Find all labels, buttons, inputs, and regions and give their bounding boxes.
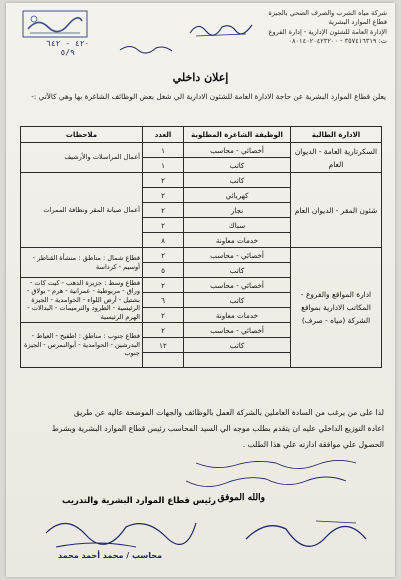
notes-cell: أعمال صيانة المقر ونظافة الممرات [21,173,143,248]
dept-cell: ادارة المواقع والفروع - المكاتب الادارية بمواقع الشركة (مياه - صرف) [291,248,382,368]
job-cell: أخصائي - محاسب [184,143,291,158]
job-cell: كاتب [184,263,291,278]
announcement-intro: يعلن قطاع الموارد البشرية عن حاجة الادارة العامة للشئون الادارية الي شغل بعض الوظائف الشاغرة بها وهي كالآتي :- [31,92,386,101]
document-page [6,3,395,577]
count-cell: ٦ [143,293,184,308]
letterhead-line-4: ت: ٣٥٧٤١٦٣١٩ - ٠٨٠١٤٠٢٠٤٢٣٢٠٠ [288,37,387,46]
footer-line-1: لذا على من يرغب من السادة العاملين بالشركة العمل بالوظائف والجهات الموضحة عاليه عن طريق [73,408,384,417]
header-job: الوظيفة الشاغرة المطلوبة [184,127,291,143]
table-row [21,248,382,263]
count-cell [143,353,184,368]
count-cell: ٢ [143,188,184,203]
table-row [21,143,382,158]
count-cell: ٢ [143,308,184,323]
letterhead-line-2: قطاع الموارد البشرية [328,18,387,27]
notes-cell: أعمال المراسلات والأرشيف [21,143,143,173]
count-cell: ١ [143,158,184,173]
handwritten-notes [106,455,366,491]
job-cell: أخصائي - محاسب [184,278,291,293]
count-cell: ٥ [143,263,184,278]
table-row [21,173,382,188]
count-cell: ١٢ [143,338,184,353]
reference-stamp [46,39,89,57]
job-cell: أخصائي - محاسب [184,323,291,338]
count-cell: ٢ [143,173,184,188]
reference-number: ٤٢٠ - ٦٤٢ [46,39,90,48]
page-title: إعلان داخلي [172,71,229,84]
count-cell: ٢ [143,203,184,218]
vacancies-table [20,126,382,368]
company-logo [22,9,88,39]
header-count: العدد [143,127,184,143]
letterhead-line-1: شركة مياه الشرب والصرف الصحي بالجيزة [268,9,387,17]
handwritten-annotation [186,17,256,39]
count-cell: ٢ [143,323,184,338]
job-cell: أخصائي - محاسب [184,248,291,263]
footer-text [20,405,384,453]
footer-line-3: الحصول علي موافقة ادارته علي هذا الطلب . [242,440,384,449]
notes-cell-middle: قطاع وسط : جزيرة الدهب - كيت كات - وراق - مريوطية - عمرانية - هرم - بولاق - بشتيل - أرض اللواء - الحوامدية - الجيزة الرئيسية - الطرود والترميمات - البدالات - الهرم الرئيسية [21,278,143,323]
job-cell: كاتب [184,338,291,353]
job-cell: سباك [184,218,291,233]
table-header-row [21,127,382,143]
job-cell: كاتب [184,293,291,308]
job-cell: كاتب [184,173,291,188]
job-cell [184,353,291,368]
reference-sub: ٥/٩ [60,48,75,57]
footer-line-2: اعادة التوزيع الداخلي عليه ان يتقدم بطلب موجه الي السيد المحاسب رئيس قطاع الموارد البشرية وبشرط [51,424,384,433]
accountant-name: محاسب / محمد أحمد محمد [58,551,163,560]
signature-scrawl-2 [36,503,206,553]
handwritten-initials [116,41,176,55]
notes-cell-north: قطاع شمال : مناطق : منشأة القناطر - أوسيم - كرداسة [21,248,143,278]
header-dept: الادارة الطالبة [291,127,382,143]
job-cell: نجار [184,203,291,218]
job-cell: خدمات معاونة [184,233,291,248]
header-notes: ملاحظات [21,127,143,143]
signature-title: رئيس قطاع الموارد البشرية والتدريب [62,495,216,505]
count-cell: ٢ [143,218,184,233]
letterhead-line-3: الإدارة العامة للشئون الإدارية - إدارة الفروع [268,27,387,36]
signature-scrawl [226,509,376,549]
job-cell: خدمات معاونة [184,308,291,323]
closing-phrase: والله الموفق [217,493,265,503]
job-cell: كاتب [184,158,291,173]
notes-cell-south: قطاع جنوب : مناطق : اطفيح - العياط - البدرشين - الحوامدية - أبوالنمرس - الجيزة جنوب [21,323,143,368]
count-cell: ٨ [143,233,184,248]
count-cell: ٢ [143,248,184,263]
job-cell: كهربائي [184,188,291,203]
dept-cell: السكرتارية العامة - الديوان العام [291,143,382,173]
dept-cell: شئون المقر - الديوان العام [291,173,382,248]
count-cell: ١ [143,143,184,158]
count-cell: ٢ [143,278,184,293]
